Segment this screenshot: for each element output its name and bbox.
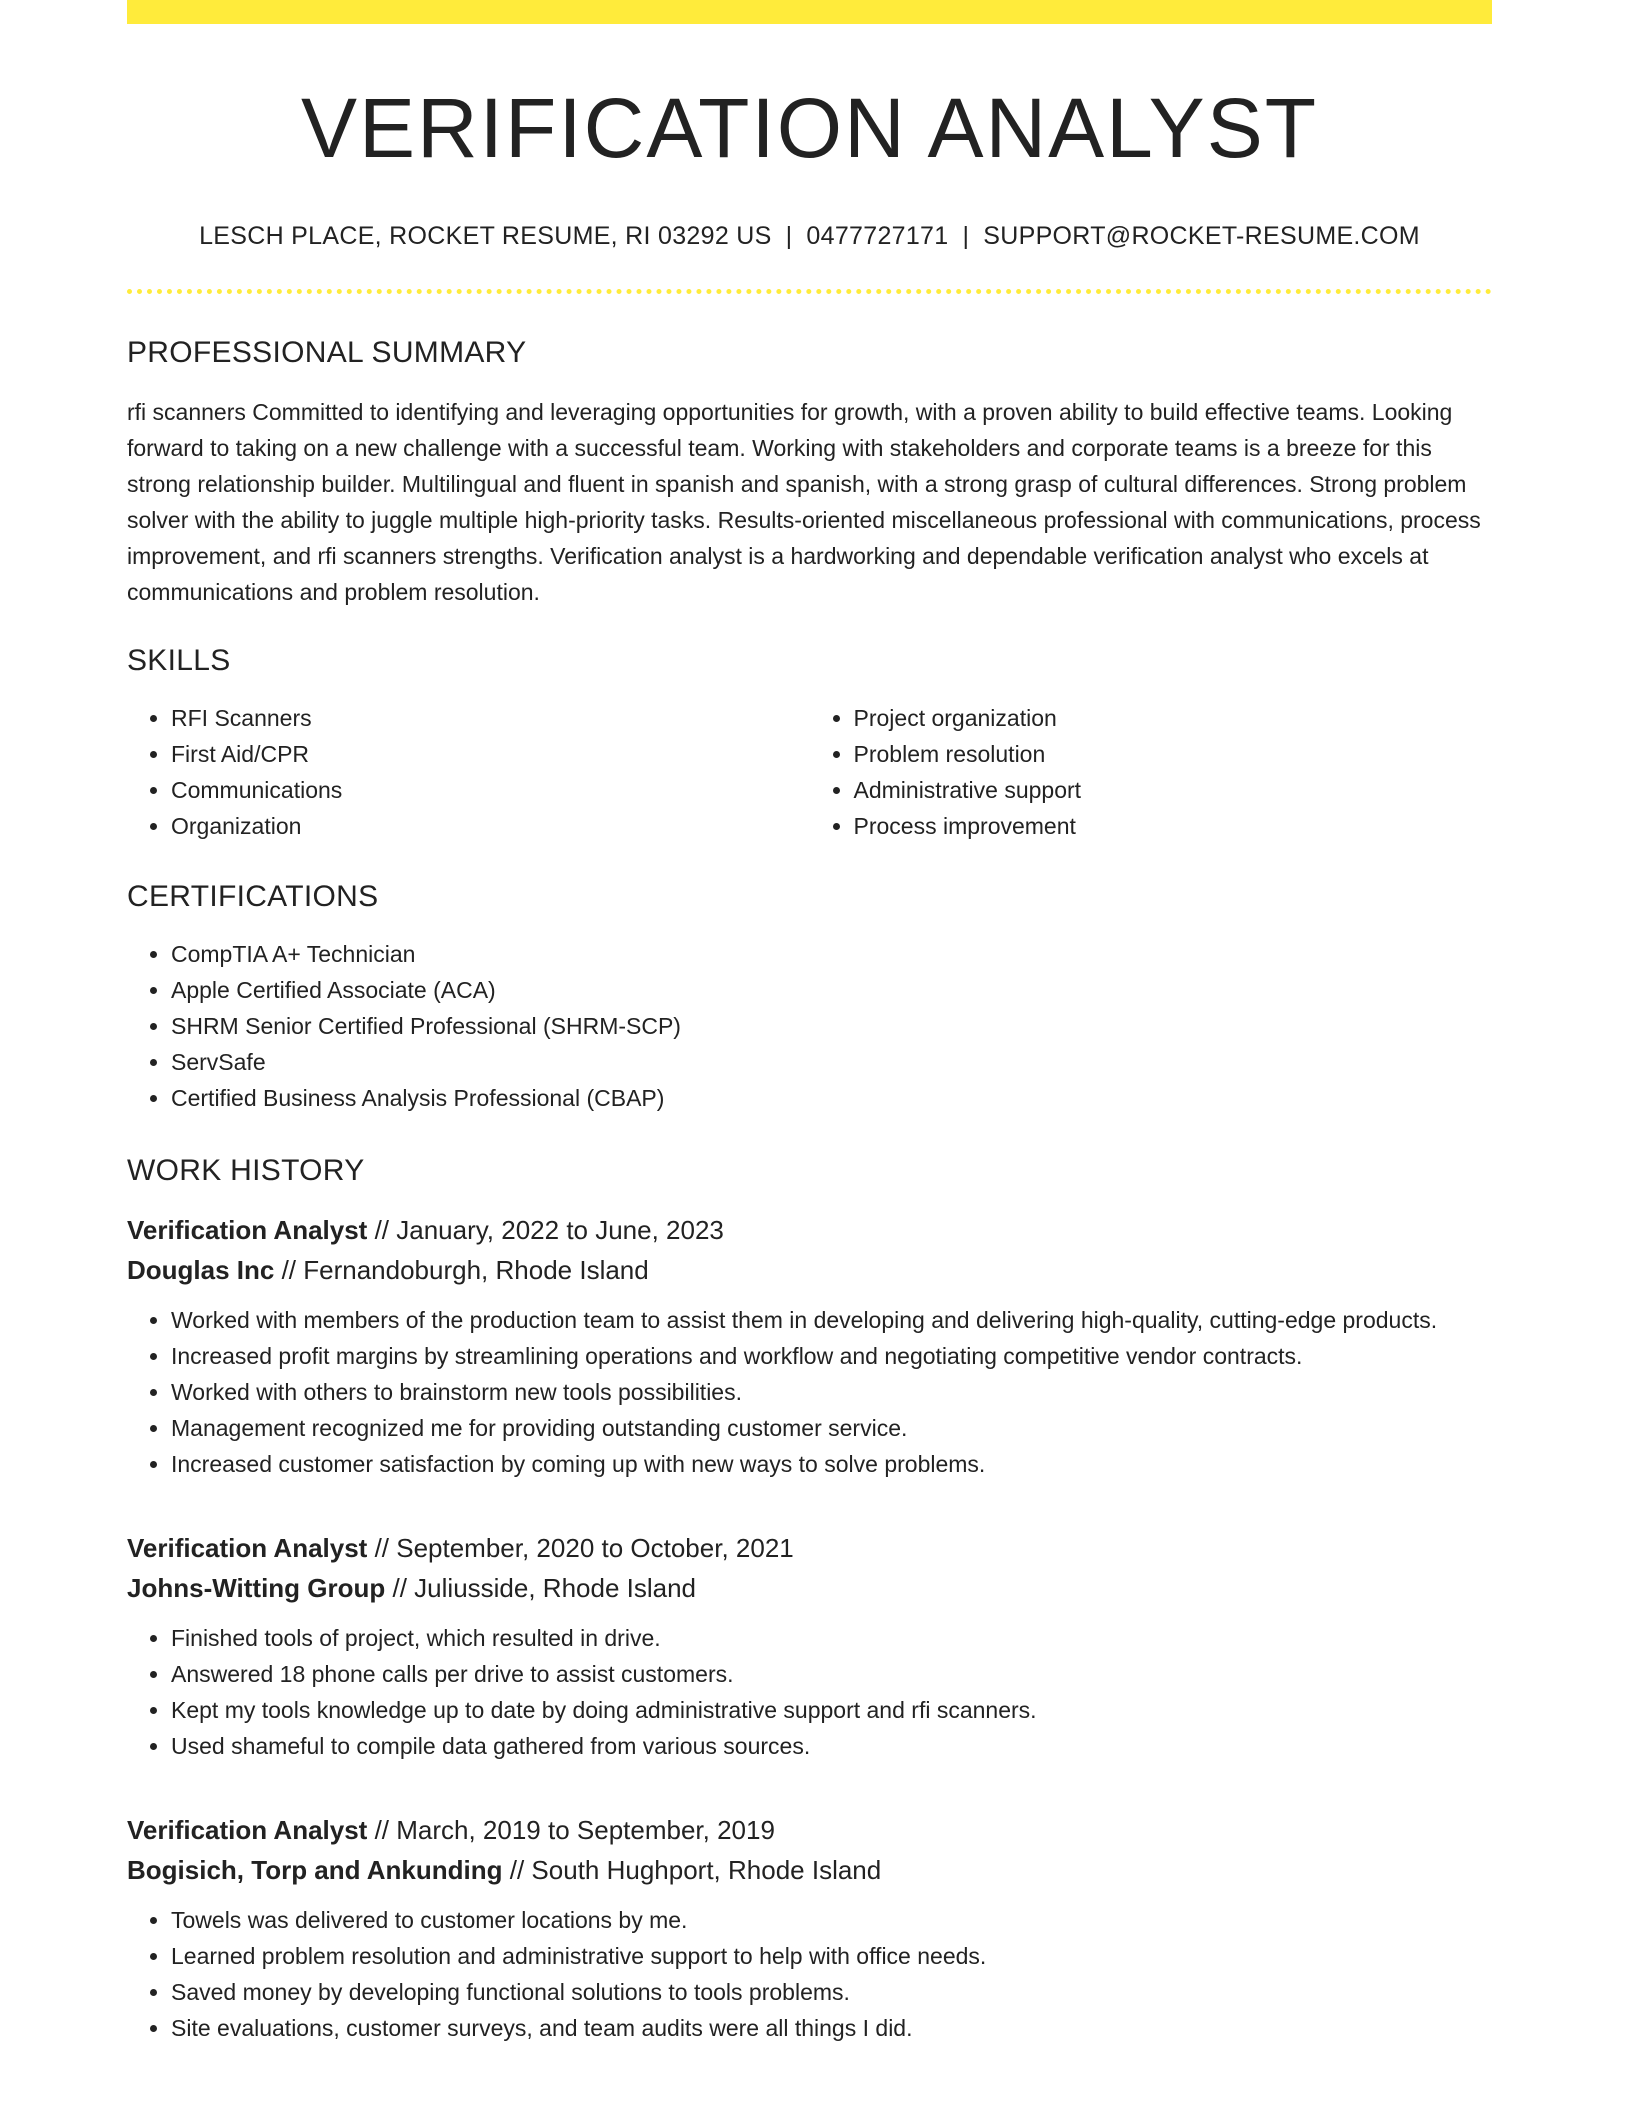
job-bullet-list [127,1302,1492,1482]
job-bullet: • Site evaluations, customer surveys, and team audits were all things I did. [171,2010,1492,2046]
contact-separator: | [785,222,793,251]
dotted-divider [127,289,1492,294]
skill-item: • Process improvement [854,808,1493,844]
contact-address: LESCH PLACE, ROCKET RESUME, RI 03292 US [199,222,772,251]
certification-item: • ServSafe [171,1044,1492,1080]
certification-item: • CompTIA A+ Technician [171,936,1492,972]
contact-phone: 0477727171 [806,222,949,251]
certification-item: • Certified Business Analysis Professional (CBAP) [171,1080,1492,1116]
job-bullet: • Worked with members of the production team to assist them in developing and delivering high-quality, cutting-edge products. [171,1302,1492,1338]
summary-text: rfi scanners Committed to identifying and leveraging opportunities for growth, with a proven ability to build effective teams. Looking forward to taking on a new challenge with a successful team. Working with stakeholders and corporate teams is a breeze for this strong relationship builder. Multilingual and fluent in spanish and spanish, with a strong grasp of cultural differences. Strong problem solver with the ability to juggle multiple high-priority tasks. Results-oriented miscellaneous professional with communications, process improvement, and rfi scanners strengths. Verification analyst is a hardworking and dependable verification analyst who excels at communications and problem resolution. [127,399,1481,606]
certification-item: • SHRM Senior Certified Professional (SHRM-SCP) [171,1008,1492,1044]
job-bullet: • Management recognized me for providing outstanding customer service. [171,1410,1492,1446]
job-entry [127,1810,1492,2046]
job-bullet: • Learned problem resolution and administrative support to help with office needs. [171,1938,1492,1974]
certifications-heading: CERTIFICATIONS [127,880,379,914]
job-entry [127,1210,1492,1482]
job-role-line [127,1528,1492,1568]
job-company-line [127,1568,1492,1608]
job-bullet: • Worked with others to brainstorm new tools possibilities. [171,1374,1492,1410]
skill-item: • Problem resolution [854,736,1493,772]
job-dates: // March, 2019 to September, 2019 [367,1815,775,1846]
contact-email: SUPPORT@ROCKET-RESUME.COM [983,222,1420,251]
skills-grid [127,700,1492,844]
job-company-line [127,1850,1492,1890]
job-bullet: • Saved money by developing functional solutions to tools problems. [171,1974,1492,2010]
job-bullet: • Used shameful to compile data gathered from various sources. [171,1728,1492,1764]
job-bullet: • Answered 18 phone calls per drive to assist customers. [171,1656,1492,1692]
job-role-line [127,1210,1492,1250]
skill-item: • Project organization [854,700,1493,736]
resume-page [127,0,1492,2046]
skill-item: • RFI Scanners [171,700,810,736]
skill-item: • First Aid/CPR [171,736,810,772]
work-history-heading: WORK HISTORY [127,1154,365,1188]
job-location: // Juliusside, Rhode Island [385,1573,697,1604]
job-bullet: • Finished tools of project, which resulted in drive. [171,1620,1492,1656]
skills-list-right [810,700,1493,844]
contact-separator: | [962,222,970,251]
certifications-list [127,936,1492,1116]
certification-item: • Apple Certified Associate (ACA) [171,972,1492,1008]
resume-name: VERIFICATION ANALYST [300,81,1319,175]
skills-heading: SKILLS [127,644,231,678]
skill-item: • Communications [171,772,810,808]
job-entry [127,1528,1492,1764]
job-location: // South Hughport, Rhode Island [502,1855,882,1886]
job-location: // Fernandoburgh, Rhode Island [274,1255,649,1286]
contact-line [127,222,1492,251]
job-role-line [127,1810,1492,1850]
job-bullet: • Kept my tools knowledge up to date by doing administrative support and rfi scanners. [171,1692,1492,1728]
job-company-line [127,1250,1492,1290]
top-accent-bar [127,0,1492,24]
skills-list-left [127,700,810,844]
job-role: Verification Analyst [127,1815,368,1846]
job-bullet: • Towels was delivered to customer locations by me. [171,1902,1492,1938]
job-bullet-list [127,1620,1492,1764]
job-company: Bogisich, Torp and Ankunding [127,1855,503,1886]
job-role: Verification Analyst [127,1215,368,1246]
skill-item: • Administrative support [854,772,1493,808]
job-bullet-list [127,1902,1492,2046]
summary-heading: PROFESSIONAL SUMMARY [127,336,527,370]
job-company: Douglas Inc [127,1255,275,1286]
job-company: Johns-Witting Group [127,1573,386,1604]
job-dates: // September, 2020 to October, 2021 [367,1533,794,1564]
job-dates: // January, 2022 to June, 2023 [367,1215,724,1246]
job-role: Verification Analyst [127,1533,368,1564]
job-bullet: • Increased customer satisfaction by coming up with new ways to solve problems. [171,1446,1492,1482]
skill-item: • Organization [171,808,810,844]
job-bullet: • Increased profit margins by streamlining operations and workflow and negotiating competitive vendor contracts. [171,1338,1492,1374]
